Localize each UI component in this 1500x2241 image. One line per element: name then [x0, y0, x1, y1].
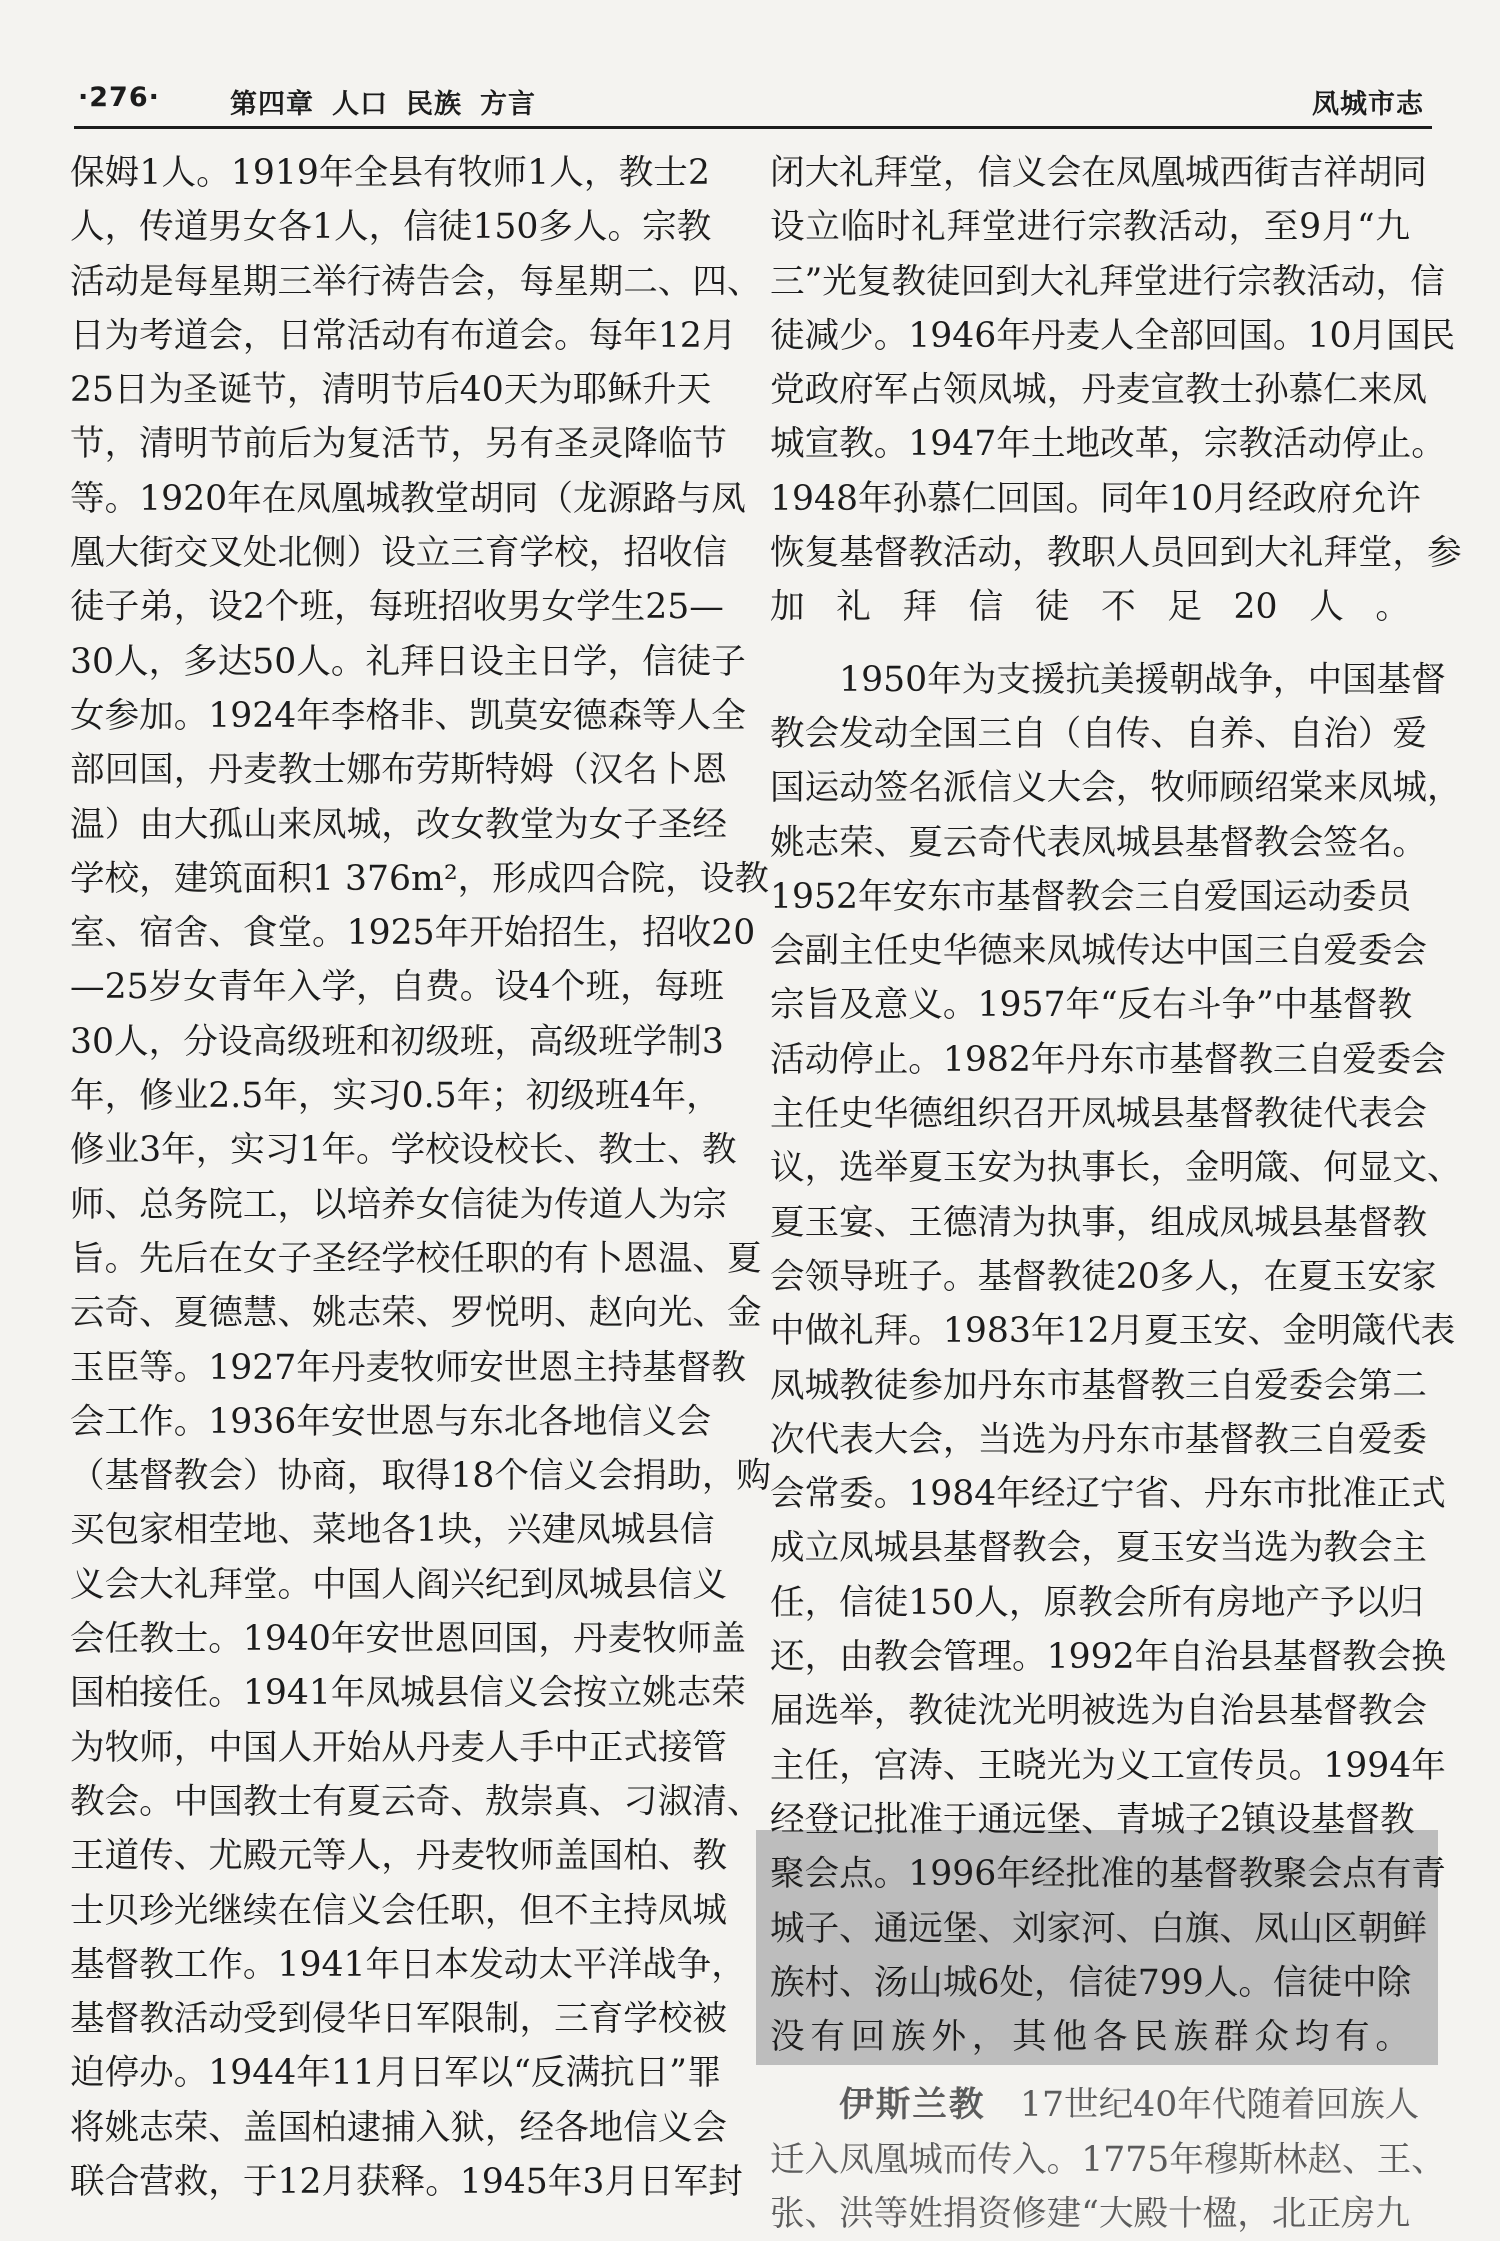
- text-line: 主任史华德组织召开凤城县基督教徒代表会: [770, 1094, 1427, 1135]
- text-line: 族村、汤山城6处，信徒799人。信徒中除: [770, 1962, 1412, 2003]
- text-line: 凤城教徒参加丹东市基督教三自爱委会第二: [770, 1365, 1427, 1406]
- chapter-topic: 人口: [332, 89, 388, 120]
- text-line: 会副主任史华德来凤城传达中国三自爱委会: [770, 931, 1427, 972]
- text-line: 城宣教。1947年土地改革，宗教活动停止。: [770, 424, 1446, 465]
- text-line: 设立临时礼拜堂进行宗教活动，至9月“九: [770, 207, 1410, 248]
- text-line: 师、总务院工，以培养女信徒为传道人为宗: [70, 1184, 727, 1225]
- text-line: 1952年安东市基督教会三自爱国运动委员: [770, 876, 1412, 917]
- text-line: 玉臣等。1927年丹麦牧师安世恩主持基督教: [70, 1347, 746, 1388]
- text-line: 党政府军占领凤城，丹麦宣教士孙慕仁来凤: [770, 370, 1427, 411]
- text-line: 会常委。1984年经辽宁省、丹东市批准正式: [770, 1474, 1446, 1515]
- text-line: 学校，建筑面积1 376m²，形成四合院，设教: [70, 858, 769, 899]
- text-line: 经登记批准于通远堡、青城子2镇设基督教: [770, 1799, 1415, 1840]
- text-line: （基督教会）协商，取得18个信义会捐助，购: [70, 1456, 771, 1497]
- text-line: 届选举，教徒沈光明被选为自治县基督教会: [770, 1691, 1427, 1732]
- text-line: 议，选举夏玉安为执事长，金明箴、何显文、: [770, 1148, 1462, 1189]
- text-line: 王道传、尤殿元等人，丹麦牧师盖国柏、教: [70, 1836, 727, 1877]
- text-line: 1950年为支援抗美援朝战争，中国基督: [770, 659, 1446, 700]
- text-line: 次代表大会，当选为丹东市基督教三自爱委: [770, 1419, 1427, 1460]
- text-line: 活动停止。1982年丹东市基督教三自爱委会: [770, 1039, 1446, 1080]
- text-line: 夏玉宴、王德清为执事，组成凤城县基督教: [770, 1202, 1427, 1243]
- chapter-heading: [230, 82, 536, 121]
- text-line: 等。1920年在凤凰城教堂胡同（龙源路与凤: [70, 478, 746, 519]
- text-line: 任，信徒150人，原教会所有房地产予以归: [770, 1582, 1424, 1623]
- text-line: 教会发动全国三自（自传、自养、自治）爱: [770, 713, 1427, 754]
- text-line: 义会大礼拜堂。中国人阎兴纪到凤城县信义: [70, 1564, 727, 1605]
- text-line: 会任教士。1940年安世恩回国，丹麦牧师盖: [70, 1619, 746, 1660]
- text-line: 闭大礼拜堂，信义会在凤凰城西街吉祥胡同: [770, 153, 1427, 193]
- text-line: 节，清明节前后为复活节，另有圣灵降临节: [70, 424, 727, 465]
- running-header: [74, 78, 1432, 129]
- chapter-number: 第四章: [230, 89, 314, 120]
- text-line: 聚会点。1996年经批准的基督教聚会点有青: [770, 1854, 1446, 1895]
- text-line: 基督教活动受到侵华日军限制，三育学校被: [70, 1999, 727, 2040]
- text-line: 徒子弟，设2个班，每班招收男女学生25—: [70, 587, 724, 628]
- text-line: 为牧师，中国人开始从丹麦人手中正式接管: [70, 1727, 727, 1768]
- text-line: 迫停办。1944年11月日军以“反满抗日”罪: [70, 2053, 722, 2094]
- chapter-topic: 方言: [480, 89, 536, 120]
- text-line: 联合营救，于12月获释。1945年3月日军封: [70, 2161, 743, 2202]
- section-term: 伊斯兰教: [839, 2085, 986, 2126]
- right-text-column: [770, 146, 1462, 2241]
- text-line: 30人，分设高级班和初级班，高级班学制3: [70, 1021, 724, 1062]
- text-line: 没有回族外，其他各民族群众均有。: [770, 2017, 1410, 2058]
- text-line: 恢复基督教活动，教职人员回到大礼拜堂，参: [770, 533, 1462, 574]
- chapter-topic: 民族: [406, 89, 462, 120]
- book-title: 凤城市志: [1312, 89, 1424, 120]
- text-line: 加礼拜信徒不足20人。: [770, 587, 1410, 628]
- text-line: 还，由教会管理。1992年自治县基督教会换: [770, 1637, 1446, 1678]
- text-line: 国柏接任。1941年凤城县信义会按立姚志荣: [70, 1673, 746, 1714]
- text-line: 云奇、夏德慧、姚志荣、罗悦明、赵向光、金: [70, 1293, 762, 1334]
- text-line: 会领导班子。基督教徒20多人，在夏玉安家: [770, 1256, 1437, 1297]
- text-line: 迁入凤凰城而传入。1775年穆斯林赵、王、: [770, 2139, 1446, 2180]
- text-line: 女参加。1924年李格非、凯莫安德森等人全: [70, 695, 746, 736]
- text-line: —25岁女青年入学，自费。设4个班，每班: [70, 967, 724, 1008]
- text-line: 成立凤城县基督教会，夏玉安当选为教会主: [770, 1528, 1427, 1569]
- text-line: 活动是每星期三举行祷告会，每星期二、四、: [70, 261, 762, 302]
- text-line: 会工作。1936年安世恩与东北各地信义会: [70, 1401, 712, 1442]
- text-line: [770, 2078, 1420, 2132]
- text-line: 室、宿舍、食堂。1925年开始招生，招收20: [70, 913, 756, 954]
- text-line: 1948年孙慕仁回国。同年10月经政府允许: [770, 478, 1421, 519]
- text-line: 买包家相茔地、菜地各1块，兴建凤城县信: [70, 1510, 715, 1551]
- text-line: 凰大街交叉处北侧）设立三育学校，招收信: [70, 533, 727, 574]
- text-line: 三”光复教徒回到大礼拜堂进行宗教活动，信: [770, 261, 1445, 302]
- christianity-1950s-paragraph: [770, 653, 1462, 2065]
- text-line: 温）由大孤山来凤城，改女教堂为女子圣经: [70, 804, 727, 845]
- text-line: 宗旨及意义。1957年“反右斗争”中基督教: [770, 985, 1413, 1026]
- page-number: ·276·: [78, 82, 160, 113]
- text-line: 姚志荣、夏云奇代表凤城县基督教会签名。: [770, 822, 1427, 863]
- text-line: 国运动签名派信义大会，牧师顾绍棠来凤城，: [770, 768, 1462, 809]
- text-line: 基督教工作。1941年日本发动太平洋战争，: [70, 1944, 746, 1985]
- text-line: 年，修业2.5年，实习0.5年；初级班4年，: [70, 1076, 721, 1117]
- text-line: 中做礼拜。1983年12月夏玉安、金明箴代表: [770, 1311, 1456, 1352]
- text-line-rest: 17世纪40年代随着回族人: [1020, 2085, 1420, 2126]
- christianity-continuation: [770, 146, 1462, 635]
- text-line: 部回国，丹麦教士娜布劳斯特姆（汉名卜恩: [70, 750, 727, 791]
- islam-section: [770, 2078, 1446, 2241]
- text-line: 将姚志荣、盖国柏逮捕入狱，经各地信义会: [70, 2107, 727, 2148]
- text-line: 徒减少。1946年丹麦人全部回国。10月国民: [770, 315, 1456, 356]
- text-line: 主任，宫涛、王晓光为义工宣传员。1994年: [770, 1745, 1446, 1786]
- text-line: 人，传道男女各1人，信徒150多人。宗教: [70, 207, 712, 248]
- text-line: 25日为圣诞节，清明节后40天为耶稣升天: [70, 370, 712, 411]
- text-line: 士贝珍光继续在信义会任职，但不主持凤城: [70, 1890, 727, 1931]
- text-line: 教会。中国教士有夏云奇、敖崇真、刁淑清、: [70, 1781, 762, 1822]
- left-text-column: [70, 146, 771, 2209]
- text-line: 城子、通远堡、刘家河、白旗、凤山区朝鲜: [770, 1908, 1427, 1949]
- text-line: 张、洪等姓捐资修建“大殿十楹，北正房九: [770, 2193, 1411, 2234]
- text-line: 旨。先后在女子圣经学校任职的有卜恩温、夏: [70, 1238, 762, 1279]
- text-line: 30人，多达50人。礼拜日设主日学，信徒子: [70, 641, 746, 682]
- text-line: 保姆1人。1919年全县有牧师1人，教士2: [70, 153, 710, 193]
- text-line: 日为考道会，日常活动有布道会。每年12月: [70, 315, 737, 356]
- text-line: 修业3年，实习1年。学校设校长、教士、教: [70, 1130, 737, 1171]
